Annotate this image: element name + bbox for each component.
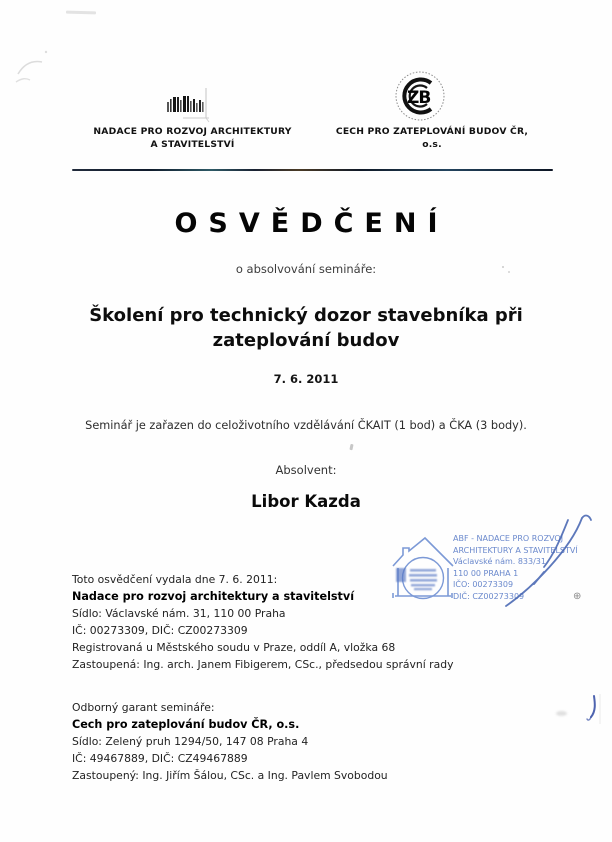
- left-org-line1: NADACE PRO ROZVOJ ARCHITEKTURY: [93, 126, 292, 137]
- certificate-subtitle: o absolvování semináře:: [235, 262, 377, 276]
- scan-smudge-bottomright: [556, 711, 567, 716]
- accreditation-note: Seminář je zařazen do celoživotního vzdělávání ČKAIT (1 bod) a ČKA (3 body).: [85, 419, 527, 432]
- absolvent-label: Absolvent:: [275, 463, 337, 477]
- guarantor-intro: Odborný garant semináře:: [72, 701, 215, 714]
- seminar-title: [26, 303, 586, 353]
- seminar-title-line1: Školení pro technický dozor stavebníka při: [89, 305, 523, 326]
- stamp-line: ARCHITEKTURY A STAVITELSTVÍ: [453, 545, 578, 555]
- issuer-representative: Zastoupená: Ing. arch. Janem Fibigerem, CSc., předsedou správní rady: [72, 658, 454, 671]
- stamp-circle-mark: ⊕: [573, 591, 582, 602]
- seminar-date: 7. 6. 2011: [273, 372, 339, 386]
- scan-speck-1: [502, 266, 504, 268]
- right-org-line2: o.s.: [422, 138, 442, 150]
- skyline-bars-icon: [167, 96, 204, 112]
- header-divider: [72, 169, 553, 171]
- right-org-line1: CECH PRO ZATEPLOVÁNÍ BUDOV ČR,: [335, 126, 529, 137]
- issuer-address: Sídlo: Václavské nám. 31, 110 00 Praha: [72, 607, 286, 620]
- guarantor-address: Sídlo: Zelený pruh 1294/50, 147 08 Praha 4: [72, 735, 309, 748]
- czb-cech-logo: [394, 70, 446, 122]
- absolvent-name: Libor Kazda: [251, 492, 361, 511]
- czb-monogram: ZB: [407, 88, 431, 108]
- stamp-line: ABF - NADACE PRO ROZVOJ: [453, 534, 564, 543]
- issuer-name: Nadace pro rozvoj architektury a stavitelství: [72, 590, 355, 603]
- stamp-line: IČO: 00273309: [453, 580, 514, 590]
- stamp-line: DIČ: CZ00273309: [453, 591, 525, 601]
- seminar-title-line2: zateplování budov: [212, 330, 400, 351]
- scan-dash-top: [66, 11, 96, 15]
- left-org-header: [75, 126, 310, 151]
- scan-speck-2: [508, 271, 510, 273]
- guarantor-name: Cech pro zateplování budov ČR, o.s.: [72, 718, 300, 731]
- right-org-header: [318, 126, 546, 151]
- stamp-line: Václavské nám. 833/31: [453, 557, 546, 567]
- stamp-line: 110 00 PRAHA 1: [453, 568, 519, 578]
- scan-speck-3: [349, 444, 353, 450]
- guarantor-ids: IČ: 49467889, DIČ: CZ49467889: [72, 752, 248, 765]
- certificate-title: OSVĚDČENÍ: [174, 208, 449, 239]
- issuer-registration: Registrovaná u Městského soudu v Praze, oddíl A, vložka 68: [72, 641, 396, 654]
- left-org-line2: A STAVITELSTVÍ: [150, 138, 235, 150]
- issuer-block: [72, 571, 453, 673]
- issuer-intro: Toto osvědčení vydala dne 7. 6. 2011:: [72, 573, 278, 586]
- guarantor-representative: Zastoupený: Ing. Jiřím Šálou, CSc. a Ing. Pavlem Svobodou: [72, 769, 388, 782]
- right-edge-ink-mark: [586, 694, 602, 724]
- abf-nadace-logo: [163, 82, 211, 124]
- guarantor-block: [72, 699, 388, 784]
- issuer-ids: IČ: 00273309, DIČ: CZ00273309: [72, 624, 248, 637]
- scan-smudge-topleft: [12, 44, 58, 88]
